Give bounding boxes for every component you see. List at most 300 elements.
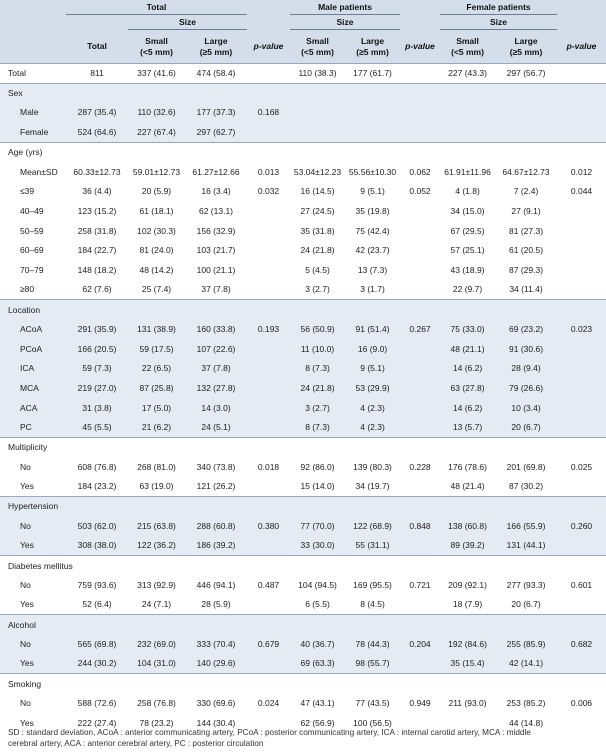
row-label: Yes — [20, 658, 34, 669]
table-cell: 588 (72.6) — [77, 698, 117, 709]
table-cell — [557, 260, 606, 280]
table-row — [0, 260, 606, 280]
table-cell: 0.949 — [409, 698, 431, 709]
table-cell: 77 (43.5) — [355, 698, 390, 709]
row-label: No — [20, 461, 31, 472]
table-cell — [247, 477, 290, 497]
table-cell: 0.013 — [257, 166, 280, 177]
section-title: Diabetes mellitus — [0, 556, 606, 576]
table-cell: 123 (15.2) — [77, 205, 117, 216]
table-cell: 13 (5.7) — [452, 422, 483, 433]
table-cell: 20 (5.9) — [141, 186, 172, 197]
table-cell: 166 (55.9) — [506, 520, 546, 531]
table-cell: 16 (14.5) — [300, 186, 335, 197]
table-cell: 3 (2.7) — [305, 284, 330, 295]
table-cell: 110 (32.6) — [137, 107, 176, 118]
row-label: ACA — [20, 402, 38, 413]
col-p-header: p-value — [247, 30, 290, 64]
table-cell: 0.012 — [570, 166, 593, 177]
table-cell: 10 (3.4) — [511, 402, 541, 413]
table-cell — [247, 398, 290, 418]
table-cell: 59 (17.5) — [139, 343, 174, 354]
footnote-line-2: cerebral artery, ACA : anterior cerebral artery, PC : posterior circulation — [8, 739, 264, 748]
row-label: 40–49 — [20, 205, 44, 216]
table-cell — [400, 398, 440, 418]
table-cell: 258 (76.8) — [137, 698, 176, 709]
table-row — [0, 516, 606, 536]
table-cell: 104 (94.5) — [298, 579, 337, 590]
table-cell: 87 (25.8) — [139, 383, 174, 394]
table-cell: 608 (76.8) — [77, 461, 117, 472]
table-cell: 42 (14.1) — [509, 658, 544, 669]
table-cell — [495, 123, 557, 143]
table-row — [0, 162, 606, 182]
table-cell: 139 (80.3) — [353, 461, 392, 472]
table-cell: 253 (85.2) — [506, 698, 546, 709]
table-row — [0, 103, 606, 123]
table-cell — [400, 477, 440, 497]
table-row — [0, 64, 606, 84]
table-cell — [247, 339, 290, 359]
table-cell — [290, 123, 345, 143]
table-cell: 148 (18.2) — [77, 264, 117, 275]
table-cell: 33 (30.0) — [300, 540, 335, 551]
table-cell: 34 (15.0) — [450, 205, 485, 216]
table-cell — [247, 654, 290, 674]
table-cell — [247, 241, 290, 261]
table-cell: 69 (23.2) — [509, 324, 544, 335]
table-cell: 20 (6.7) — [511, 422, 541, 433]
table-cell — [557, 103, 606, 123]
table-cell: 524 (64.6) — [77, 126, 117, 137]
row-label: Yes — [20, 481, 34, 492]
table-cell: 75 (33.0) — [450, 324, 485, 335]
row-label: 60–69 — [20, 245, 44, 256]
table-cell: 18 (7.9) — [452, 599, 483, 610]
table-cell: 63 (19.0) — [139, 481, 174, 492]
col-large-header: Large (≥5 mm) — [495, 30, 557, 64]
table-cell: 0.052 — [409, 186, 431, 197]
table-cell: 9 (5.1) — [360, 363, 385, 374]
table-cell: 8 (7.3) — [305, 363, 330, 374]
section-title-row — [0, 556, 606, 576]
table-cell: 140 (29.6) — [196, 658, 236, 669]
table-cell: 98 (55.7) — [355, 658, 390, 669]
table-cell: 31 (3.8) — [82, 402, 112, 413]
table-cell: 81 (24.0) — [139, 245, 174, 256]
table-cell: 503 (62.0) — [77, 520, 117, 531]
table-cell: 69 (63.3) — [300, 658, 335, 669]
row-label: No — [20, 579, 31, 590]
table-cell: 131 (44.1) — [506, 540, 546, 551]
table-cell: 0.228 — [409, 461, 431, 472]
table-cell: 55.56±10.30 — [348, 166, 397, 177]
table-row — [0, 201, 606, 221]
table-cell: 0.006 — [570, 698, 593, 709]
row-label: 70–79 — [20, 264, 44, 275]
row-label: ≥80 — [20, 284, 35, 295]
table-cell: 107 (22.6) — [196, 343, 236, 354]
table-cell — [247, 359, 290, 379]
row-label: MCA — [20, 383, 39, 394]
table-cell: 89 (39.2) — [450, 540, 485, 551]
table-cell: 24 (21.8) — [300, 383, 335, 394]
table-cell: 0.260 — [570, 520, 593, 531]
table-cell — [557, 418, 606, 438]
table-row — [0, 654, 606, 674]
table-cell: 337 (41.6) — [128, 64, 185, 84]
table-cell: 104 (31.0) — [137, 658, 176, 669]
table-cell: 57 (25.1) — [450, 245, 485, 256]
table-cell: 255 (85.9) — [506, 639, 546, 650]
table-cell: 45 (5.5) — [82, 422, 112, 433]
table-cell — [440, 103, 495, 123]
table-cell: 446 (94.1) — [196, 579, 236, 590]
size-header-female: Size — [440, 15, 557, 30]
table-cell: 268 (81.0) — [137, 461, 176, 472]
table-cell: 0.018 — [257, 461, 280, 472]
table-cell — [557, 359, 606, 379]
table-cell: 0.023 — [570, 324, 593, 335]
table-cell: 24 (7.1) — [141, 599, 172, 610]
row-label: 50–59 — [20, 225, 44, 236]
table-cell: 62 (7.6) — [82, 284, 112, 295]
table-cell — [400, 418, 440, 438]
table-cell: 0.193 — [257, 324, 280, 335]
header-row-columns — [0, 30, 606, 64]
section-title-row — [0, 615, 606, 635]
table-row — [0, 359, 606, 379]
table-cell: 21 (6.2) — [141, 422, 172, 433]
table-row — [0, 339, 606, 359]
table-row — [0, 398, 606, 418]
table-cell — [557, 221, 606, 241]
table-cell: 192 (84.6) — [448, 639, 487, 650]
table-cell: 215 (63.8) — [137, 520, 176, 531]
table-cell: 4 (1.8) — [455, 186, 480, 197]
table-cell: 0.062 — [409, 166, 431, 177]
table-cell: 56 (50.9) — [300, 324, 335, 335]
table-cell — [247, 201, 290, 221]
table-cell — [557, 379, 606, 399]
table-cell: 11 (10.0) — [300, 343, 335, 354]
table-cell — [400, 595, 440, 615]
table-cell: 59 (7.3) — [82, 363, 112, 374]
table-cell — [400, 359, 440, 379]
table-cell — [557, 477, 606, 497]
table-cell: 288 (60.8) — [196, 520, 236, 531]
table-cell: 122 (36.2) — [137, 540, 176, 551]
table-cell: 37 (7.8) — [201, 284, 231, 295]
section-title-row — [0, 142, 606, 162]
table-cell: 186 (39.2) — [196, 540, 236, 551]
table-cell — [400, 221, 440, 241]
table-cell: 5 (4.5) — [305, 264, 330, 275]
table-cell: 14 (6.2) — [452, 363, 483, 374]
table-cell: 110 (38.3) — [290, 64, 345, 84]
table-cell: 144 (30.4) — [196, 717, 236, 728]
row-label: No — [20, 639, 31, 650]
table-cell: 0.679 — [257, 639, 280, 650]
table-cell — [400, 280, 440, 300]
table-cell: 156 (32.9) — [196, 225, 236, 236]
footnote-line-1: SD : standard deviation, ACoA : anterior communicating artery, PCoA : posterior communicating artery, ICA : internal carotid artery, MCA : middle — [8, 728, 531, 737]
table-cell: 759 (93.6) — [77, 579, 117, 590]
table-cell: 48 (21.4) — [450, 481, 485, 492]
table-cell: 20 (6.7) — [511, 599, 541, 610]
table-cell: 287 (35.4) — [77, 107, 117, 118]
table-cell: 297 (62.7) — [196, 126, 236, 137]
section-title-row — [0, 83, 606, 103]
table-row — [0, 477, 606, 497]
table-cell: 132 (27.8) — [196, 383, 236, 394]
table-cell: 16 (9.0) — [357, 343, 388, 354]
table-cell: 227 (67.4) — [137, 126, 176, 137]
row-label: ≤39 — [20, 186, 35, 197]
table-cell: 87 (30.2) — [509, 481, 544, 492]
section-title: Alcohol — [0, 615, 606, 635]
table-cell: 42 (23.7) — [355, 245, 390, 256]
table-cell — [400, 654, 440, 674]
table-cell — [400, 339, 440, 359]
table-cell: 244 (30.2) — [77, 658, 117, 669]
table-cell: 9 (5.1) — [360, 186, 385, 197]
table-cell — [557, 280, 606, 300]
table-cell: 24 (5.1) — [201, 422, 231, 433]
group-total-header: Total — [66, 0, 247, 15]
table-cell: 64.67±12.73 — [502, 166, 550, 177]
section-title: Sex — [0, 83, 606, 103]
table-cell: 166 (20.5) — [77, 343, 117, 354]
table-cell: 201 (69.8) — [506, 461, 546, 472]
table-cell: 0.682 — [570, 639, 593, 650]
table-row — [0, 634, 606, 654]
table-cell: 131 (38.9) — [137, 324, 176, 335]
table-cell: 811 — [66, 64, 128, 84]
table-cell: 67 (29.5) — [450, 225, 485, 236]
table-cell: 22 (6.5) — [141, 363, 172, 374]
table-cell — [557, 241, 606, 261]
table-cell: 78 (23.2) — [139, 717, 174, 728]
table-row — [0, 241, 606, 261]
table-cell — [247, 379, 290, 399]
table-cell: 62 (13.1) — [198, 205, 234, 216]
table-cell: 0.204 — [409, 639, 431, 650]
row-label: PC — [20, 422, 32, 433]
table-row — [0, 221, 606, 241]
table-cell — [557, 201, 606, 221]
row-label: ACoA — [20, 324, 43, 335]
table-cell: 63 (27.8) — [450, 383, 485, 394]
table-row — [0, 123, 606, 143]
table-cell — [557, 339, 606, 359]
table-cell: 232 (69.0) — [137, 639, 176, 650]
table-cell: 61.27±12.66 — [192, 166, 240, 177]
table-cell: 7 (2.4) — [513, 186, 539, 197]
table-cell: 3 (1.7) — [360, 284, 385, 295]
table-cell: 0.044 — [570, 186, 593, 197]
table-cell: 6 (5.5) — [305, 599, 330, 610]
table-cell: 34 (19.7) — [355, 481, 390, 492]
row-label: Yes — [20, 717, 34, 728]
table-cell: 22 (9.7) — [452, 284, 483, 295]
table-cell — [345, 103, 400, 123]
table-cell: 87 (29.3) — [509, 264, 544, 275]
table-row — [0, 319, 606, 339]
table-cell: 297 (56.7) — [495, 64, 557, 84]
table-cell — [557, 595, 606, 615]
table-cell: 61 (20.5) — [509, 245, 544, 256]
table-cell: 35 (19.8) — [355, 205, 390, 216]
col-p-header: p-value — [557, 30, 606, 64]
table-cell — [440, 123, 495, 143]
table-cell — [247, 260, 290, 280]
table-cell: 340 (73.8) — [196, 461, 236, 472]
col-small-header: Small (<5 mm) — [440, 30, 495, 64]
table-cell: 211 (93.0) — [448, 698, 487, 709]
table-cell — [495, 103, 557, 123]
row-label: No — [20, 698, 31, 709]
table-cell: 0.601 — [570, 579, 593, 590]
row-label: Yes — [20, 599, 34, 610]
table-cell: 209 (92.1) — [448, 579, 487, 590]
group-male-header: Male patients — [290, 0, 400, 15]
table-cell: 177 (37.3) — [196, 107, 236, 118]
table-row — [0, 575, 606, 595]
table-cell: 313 (92.9) — [137, 579, 176, 590]
table-cell: 0.380 — [257, 520, 280, 531]
table-cell: 35 (31.8) — [300, 225, 335, 236]
table-cell — [400, 103, 440, 123]
table-row — [0, 595, 606, 615]
table-cell: 27 (24.5) — [300, 205, 335, 216]
table-cell: 103 (21.7) — [196, 245, 236, 256]
table-cell: 291 (35.9) — [77, 324, 117, 335]
table-cell: 61.91±11.96 — [444, 166, 491, 177]
table-cell: 102 (30.3) — [137, 225, 176, 236]
section-title-row — [0, 438, 606, 458]
col-p-header: p-value — [400, 30, 440, 64]
table-cell: 0.721 — [409, 579, 431, 590]
table-cell — [247, 418, 290, 438]
col-total-header: Total — [66, 30, 128, 64]
table-row — [0, 694, 606, 714]
table-cell — [400, 123, 440, 143]
section-title: Age (yrs) — [0, 142, 606, 162]
section-title-row — [0, 300, 606, 320]
table-cell: 177 (61.7) — [345, 64, 400, 84]
table-cell: 28 (9.4) — [511, 363, 541, 374]
table-cell: 91 (30.6) — [509, 343, 544, 354]
section-title: Multiplicity — [0, 438, 606, 458]
row-label: Male — [20, 107, 39, 118]
table-cell: 13 (7.3) — [357, 264, 388, 275]
table-cell: 100 (21.1) — [196, 264, 236, 275]
table-row — [0, 418, 606, 438]
table-cell: 48 (21.1) — [450, 343, 485, 354]
table-cell — [247, 123, 290, 143]
table-cell: 91 (51.4) — [355, 324, 390, 335]
section-title: Location — [0, 300, 606, 320]
row-label: PCoA — [20, 343, 43, 354]
table-cell: 219 (27.0) — [77, 383, 117, 394]
table-cell — [400, 260, 440, 280]
table-cell: 258 (31.8) — [77, 225, 117, 236]
table-cell: 308 (38.0) — [77, 540, 117, 551]
table-cell: 48 (14.2) — [139, 264, 174, 275]
table-cell: 0.848 — [409, 520, 431, 531]
table-cell: 35 (15.4) — [450, 658, 485, 669]
table-cell — [400, 536, 440, 556]
table-cell: 79 (26.6) — [509, 383, 544, 394]
table-cell: 333 (70.4) — [196, 639, 236, 650]
table-cell — [247, 64, 290, 84]
table-cell: 16 (3.4) — [201, 186, 231, 197]
table-cell: 40 (36.7) — [300, 639, 335, 650]
header-row-groups — [0, 0, 606, 15]
table-cell: 4 (2.3) — [360, 422, 385, 433]
table-cell: 92 (86.0) — [300, 461, 335, 472]
group-female-header: Female patients — [440, 0, 557, 15]
table-cell: 138 (60.8) — [448, 520, 487, 531]
footnote — [8, 727, 600, 749]
table-cell: 0.025 — [570, 461, 593, 472]
table-cell — [345, 123, 400, 143]
table-row — [0, 457, 606, 477]
table-row — [0, 536, 606, 556]
table-cell: 121 (26.2) — [196, 481, 236, 492]
table-cell — [247, 536, 290, 556]
table-cell: 27 (9.1) — [511, 205, 541, 216]
col-small-header: Small (<5 mm) — [290, 30, 345, 64]
header-row-size — [0, 15, 606, 30]
table-cell: 176 (78.6) — [448, 461, 487, 472]
section-title: Smoking — [0, 674, 606, 694]
table-cell: 227 (43.3) — [440, 64, 495, 84]
table-cell — [247, 595, 290, 615]
table-cell: 60.33±12.73 — [73, 166, 121, 177]
table-cell: 47 (43.1) — [300, 698, 335, 709]
table-cell: 52 (6.4) — [82, 599, 112, 610]
table-cell: 28 (5.9) — [201, 599, 231, 610]
table-cell: 24 (21.8) — [300, 245, 335, 256]
table-cell: 169 (95.5) — [353, 579, 392, 590]
table-cell: 0.032 — [257, 186, 280, 197]
table-cell: 36 (4.4) — [82, 186, 112, 197]
table-cell — [290, 103, 345, 123]
table-cell: 3 (2.7) — [305, 402, 330, 413]
table-cell: 0.487 — [257, 579, 280, 590]
row-label: Yes — [20, 540, 34, 551]
section-title: Hypertension — [0, 497, 606, 517]
table-cell: 81 (27.3) — [509, 225, 544, 236]
table-cell: 78 (44.3) — [355, 639, 390, 650]
row-label: Total — [0, 64, 66, 84]
table-cell: 8 (7.3) — [305, 422, 330, 433]
table-cell — [557, 654, 606, 674]
table-cell: 0.267 — [409, 324, 431, 335]
table-cell: 100 (56.5) — [353, 717, 392, 728]
table-cell: 55 (31.1) — [355, 540, 390, 551]
table-cell — [400, 241, 440, 261]
table-cell: 184 (22.7) — [77, 245, 117, 256]
table-row — [0, 280, 606, 300]
section-title-row — [0, 674, 606, 694]
table-cell: 75 (42.4) — [355, 225, 390, 236]
table-cell: 184 (23.2) — [77, 481, 117, 492]
table-cell: 17 (5.0) — [141, 402, 172, 413]
table-cell: 330 (69.6) — [196, 698, 236, 709]
